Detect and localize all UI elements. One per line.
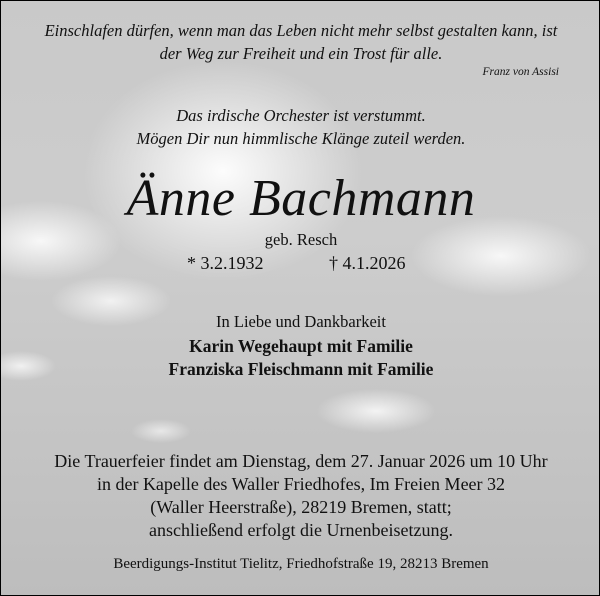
mourner-family: Franziska Fleischmann mit Familie — [168, 359, 434, 379]
quote-line-2: der Weg zur Freiheit und ein Trost für alle. — [159, 44, 443, 63]
maiden-name: geb. Resch — [264, 230, 338, 249]
service-line: anschließend erfolgt die Urnenbeisetzung. — [149, 520, 453, 540]
deceased-name: Änne Bachmann — [126, 170, 476, 227]
mourner-family: Karin Wegehaupt mit Familie — [189, 336, 413, 356]
death-date: † 4.1.2026 — [329, 253, 406, 273]
quote-line-1: Einschlafen dürfen, wenn man das Leben nicht mehr selbst gestalten kann, ist — [44, 21, 558, 40]
verse-line-2: Mögen Dir nun himmlische Klänge zuteil werden. — [136, 129, 466, 148]
mourners-intro: In Liebe und Dankbarkeit — [216, 312, 386, 331]
funeral-home: Beerdigungs-Institut Tielitz, Friedhofstraße 19, 28213 Bremen — [113, 556, 489, 572]
birth-date: * 3.2.1932 — [187, 253, 264, 273]
quote-author: Franz von Assisi — [482, 66, 559, 78]
life-dates — [1, 253, 600, 277]
service-line: in der Kapelle des Waller Friedhofes, Im Freien Meer 32 — [96, 474, 506, 494]
service-line: (Waller Heerstraße), 28219 Bremen, statt; — [150, 497, 452, 517]
verse-line-1: Das irdische Orchester ist verstummt. — [176, 106, 426, 125]
service-line: Die Trauerfeier findet am Dienstag, dem 27. Januar 2026 um 10 Uhr — [54, 451, 548, 471]
